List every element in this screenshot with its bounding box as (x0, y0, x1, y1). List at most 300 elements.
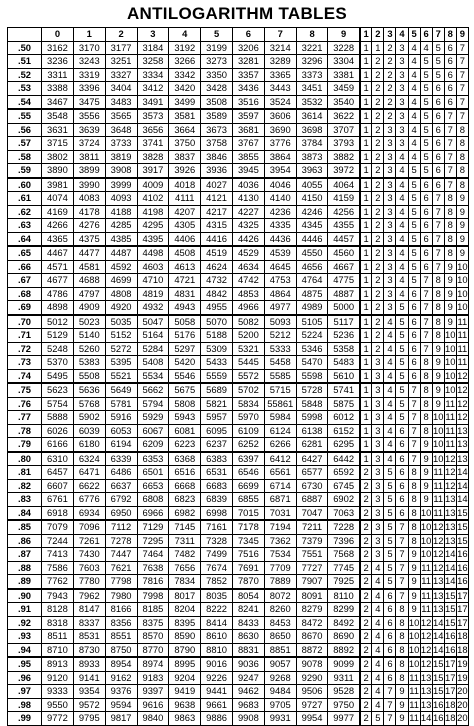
mean-difference: 2 (360, 493, 372, 507)
mean-difference: 10 (445, 356, 456, 367)
mean-difference: 4 (384, 315, 396, 329)
mean-difference: 1 (360, 315, 372, 329)
antilog-value: 3334 (137, 68, 169, 82)
mean-difference: 16 (445, 630, 456, 641)
antilog-value: 5152 (105, 329, 137, 343)
mean-difference: 11 (433, 466, 444, 477)
mean-difference: 7 (432, 219, 444, 233)
antilog-value: 4188 (105, 205, 137, 219)
mean-difference: 5 (408, 205, 420, 219)
mean-difference: 4 (384, 369, 396, 383)
mean-difference: 3 (384, 164, 396, 178)
antilog-value: 4699 (105, 274, 137, 288)
antilog-value: 7780 (73, 575, 105, 589)
header-main-col: 5 (201, 28, 233, 42)
antilog-value: 3467 (42, 95, 74, 109)
row-label: .89 (8, 575, 42, 589)
mean-difference: 4 (372, 698, 384, 712)
antilog-value: 3741 (137, 137, 169, 151)
table-row (8, 164, 469, 178)
mean-difference: 11 (457, 342, 468, 354)
antilog-value: 9661 (201, 698, 233, 712)
antilog-value: 8072 (264, 589, 296, 603)
antilog-value: 8590 (169, 630, 201, 644)
antilog-value: 5200 (232, 329, 264, 343)
mean-difference: 7 (420, 274, 432, 288)
antilog-value: 4305 (169, 219, 201, 233)
antilog-value: 7516 (232, 548, 264, 562)
mean-difference: 3 (372, 411, 384, 425)
antilog-value: 6397 (232, 452, 264, 466)
table-row (8, 698, 469, 712)
mean-difference: 11 (409, 671, 419, 683)
mean-difference: 1 (360, 356, 372, 370)
antilog-value: 8110 (328, 589, 360, 603)
antilog-value: 6653 (137, 479, 169, 493)
antilog-value: 7413 (42, 548, 74, 562)
antilog-value: 3581 (169, 109, 201, 123)
antilog-value: 4966 (232, 301, 264, 315)
antilog-value: 4909 (73, 301, 105, 315)
antilog-value: 8204 (169, 603, 201, 617)
mean-difference: 14 (444, 575, 456, 589)
antilog-value: 4345 (296, 219, 328, 233)
antilog-value: 9506 (296, 685, 328, 699)
antilog-value: 5546 (169, 369, 201, 383)
mean-difference: 11 (421, 561, 431, 573)
table-row (8, 561, 469, 575)
mean-difference: 1 (360, 246, 372, 260)
antilog-value: 3289 (264, 55, 296, 69)
antilog-value: 9162 (105, 671, 137, 685)
mean-difference: 12 (432, 548, 444, 559)
antilog-value: 8185 (137, 603, 169, 617)
mean-difference: 7 (396, 575, 408, 589)
antilog-value: 6839 (201, 493, 233, 507)
antilog-value: 4571 (42, 260, 74, 274)
mean-difference: 1 (360, 287, 372, 301)
antilog-value: 3656 (137, 123, 169, 137)
antilog-value: 7482 (169, 548, 201, 562)
antilog-value: 4111 (169, 192, 201, 206)
mean-difference: 1 (360, 55, 372, 69)
row-label: .50 (8, 41, 42, 55)
antilog-value: 6577 (296, 466, 328, 480)
mean-difference: 4 (384, 329, 396, 343)
antilog-value: 3243 (73, 55, 105, 69)
antilog-value: 9462 (232, 685, 264, 699)
mean-difference: 5 (420, 137, 432, 151)
mean-difference: 9 (444, 274, 456, 288)
antilog-value: 8670 (296, 630, 328, 644)
antilog-value: 4159 (328, 192, 360, 206)
mean-difference: 3 (384, 246, 396, 260)
antilog-value: 6918 (42, 506, 74, 520)
mean-difference: 5 (432, 68, 444, 82)
mean-difference: 9 (408, 561, 420, 575)
antilog-value: 5834 (232, 397, 264, 411)
antilog-value: 4498 (137, 246, 169, 260)
table-row (8, 397, 469, 411)
mean-difference: 12 (420, 630, 432, 641)
mean-difference: 20 (457, 685, 468, 696)
antilog-value: 7674 (201, 561, 233, 575)
antilog-value: 6855 (232, 493, 264, 507)
antilog-value: 4764 (296, 274, 328, 288)
mean-difference: 3 (372, 520, 384, 534)
mean-difference: 15 (457, 521, 468, 532)
antilog-value: 3664 (169, 123, 201, 137)
row-label: .76 (8, 397, 42, 411)
mean-difference: 2 (372, 68, 384, 82)
antilog-value: 5321 (232, 342, 264, 356)
mean-difference: 3 (384, 301, 396, 315)
mean-difference: 11 (432, 506, 444, 520)
antilog-value: 5689 (201, 383, 233, 397)
antilog-value: 6531 (201, 466, 233, 480)
antilog-value: 3698 (296, 123, 328, 137)
table-row (8, 109, 469, 123)
mean-difference: 7 (444, 123, 456, 137)
row-label: .99 (8, 712, 42, 726)
mean-difference: 8 (408, 520, 420, 534)
row-label: .52 (8, 68, 42, 82)
row-label: .74 (8, 369, 42, 383)
antilog-value: 3342 (169, 68, 201, 82)
antilog-value: 4335 (264, 219, 296, 233)
mean-difference: 6 (408, 342, 420, 356)
antilog-value: 6252 (232, 438, 264, 452)
mean-difference: 14 (432, 630, 444, 641)
mean-difference: 2 (360, 561, 372, 575)
mean-difference: 2 (384, 68, 396, 82)
antilog-value: 8147 (73, 603, 105, 617)
antilog-value: 8241 (232, 603, 264, 617)
mean-difference: 7 (444, 150, 456, 164)
table-row (8, 287, 469, 301)
antilog-value: 8492 (328, 616, 360, 630)
table-row (8, 438, 469, 452)
antilog-value: 5794 (137, 397, 169, 411)
mean-difference: 7 (396, 534, 408, 548)
row-label: .70 (8, 315, 42, 329)
antilog-value: 4121 (201, 192, 233, 206)
mean-difference: 5 (396, 383, 408, 397)
row-label: .54 (8, 95, 42, 109)
mean-difference: 4 (372, 575, 384, 589)
mean-difference: 9 (444, 315, 456, 329)
mean-difference: 13 (445, 534, 456, 546)
header-diff-col: 6 (420, 28, 432, 42)
antilog-value: 3236 (42, 55, 74, 69)
mean-difference: 4 (396, 232, 408, 246)
antilog-value: 4416 (201, 232, 233, 246)
antilog-value: 9141 (73, 671, 105, 685)
antilog-value: 9397 (137, 685, 169, 699)
mean-difference: 15 (432, 685, 444, 696)
antilog-value: 8995 (169, 657, 201, 671)
antilog-value: 3524 (264, 95, 296, 109)
antilog-value: 3281 (232, 55, 264, 69)
mean-difference: 14 (445, 561, 456, 573)
antilog-value: 5768 (73, 397, 105, 411)
mean-difference: 2 (384, 82, 396, 96)
mean-difference: 2 (372, 315, 384, 329)
mean-difference: 6 (384, 630, 396, 644)
antilog-value: 9954 (296, 712, 328, 726)
mean-difference: 3 (384, 205, 396, 219)
mean-difference: 8 (420, 383, 432, 397)
mean-difference: 8 (408, 506, 420, 520)
antilog-value: 7244 (42, 534, 74, 548)
mean-difference: 2 (360, 616, 372, 630)
mean-difference: 7 (384, 712, 396, 726)
antilog-value: 5370 (42, 356, 74, 370)
antilog-value: 7980 (105, 589, 137, 603)
antilog-value: 4831 (169, 287, 201, 301)
mean-difference: 12 (457, 411, 468, 422)
row-label: .95 (8, 657, 42, 671)
antilog-value: 3221 (296, 41, 328, 55)
mean-difference: 13 (457, 424, 468, 436)
antilog-value: 3784 (296, 137, 328, 151)
row-label: .66 (8, 260, 42, 274)
table-row (8, 192, 469, 206)
row-label: .84 (8, 506, 42, 520)
mean-difference: 15 (445, 589, 456, 601)
mean-difference: 2 (372, 329, 384, 343)
table-row (8, 383, 469, 397)
antilog-value: 3508 (201, 95, 233, 109)
row-label: .62 (8, 205, 42, 219)
mean-difference: 3 (372, 369, 384, 383)
antilog-value: 4592 (105, 260, 137, 274)
mean-difference: 7 (456, 55, 468, 69)
antilog-value: 4198 (137, 205, 169, 219)
table-row (8, 232, 469, 246)
antilog-value: 7998 (137, 589, 169, 603)
antilog-value: 6012 (328, 411, 360, 425)
antilog-value: 5662 (137, 383, 169, 397)
antilog-value: 4365 (42, 232, 74, 246)
mean-difference: 12 (432, 561, 444, 573)
mean-difference: 8 (396, 603, 408, 617)
antilog-value: 8892 (328, 643, 360, 657)
antilog-value: 3733 (105, 137, 137, 151)
mean-difference: 5 (396, 369, 408, 383)
antilog-value: 9863 (169, 712, 201, 726)
mean-difference: 11 (409, 712, 419, 723)
antilog-value: 3707 (328, 123, 360, 137)
table-row (8, 205, 469, 219)
antilog-value: 4786 (42, 287, 74, 301)
mean-difference: 7 (396, 520, 408, 534)
mean-difference: 4 (396, 205, 408, 219)
mean-difference: 6 (432, 150, 444, 164)
mean-difference: 10 (408, 616, 420, 628)
antilog-value: 4436 (264, 232, 296, 246)
antilog-value: 5358 (328, 342, 360, 356)
mean-difference: 3 (396, 55, 408, 69)
antilog-value: 4819 (137, 287, 169, 301)
table-row (8, 219, 469, 233)
row-label: .57 (8, 137, 42, 151)
mean-difference: 9 (408, 548, 420, 562)
antilog-value: 7638 (137, 561, 169, 575)
mean-difference: 2 (372, 274, 384, 288)
mean-difference: 2 (360, 671, 372, 685)
antilog-value: 8260 (264, 603, 296, 617)
mean-difference: 6 (444, 95, 456, 109)
table-row (8, 479, 469, 493)
antilog-value: 3954 (264, 164, 296, 178)
mean-difference: 8 (408, 534, 420, 548)
table-row (8, 301, 469, 315)
mean-difference: 2 (372, 109, 384, 123)
mean-difference: 2 (372, 219, 384, 233)
antilog-value: 4753 (264, 274, 296, 288)
table-row (8, 534, 469, 548)
antilog-value: 3828 (137, 150, 169, 164)
antilog-value: 4775 (328, 274, 360, 288)
antilog-value: 7295 (137, 534, 169, 548)
antilog-value: 3381 (328, 68, 360, 82)
mean-difference: 4 (408, 41, 420, 55)
mean-difference: 17 (457, 616, 468, 628)
antilog-value: 3873 (296, 150, 328, 164)
antilog-value: 4236 (264, 205, 296, 219)
antilog-value: 6138 (296, 424, 328, 438)
antilog-value: 5212 (264, 329, 296, 343)
antilog-value: 8690 (328, 630, 360, 644)
antilog-value: 5117 (328, 315, 360, 329)
antilog-value: 5012 (42, 315, 74, 329)
antilog-value: 3681 (232, 123, 264, 137)
mean-difference: 6 (396, 424, 408, 438)
mean-difference: 4 (396, 287, 408, 301)
antilog-value: 7621 (105, 561, 137, 575)
row-label: .80 (8, 452, 42, 466)
antilog-value: 6776 (73, 493, 105, 507)
mean-difference: 2 (360, 630, 372, 644)
antilog-value: 5741 (328, 383, 360, 397)
antilog-value: 8872 (296, 643, 328, 657)
antilog-value: 4355 (328, 219, 360, 233)
antilog-value: 5483 (328, 356, 360, 370)
mean-difference: 4 (408, 123, 420, 137)
mean-difference: 4 (384, 342, 396, 356)
mean-difference: 8 (432, 274, 444, 288)
antilog-value: 3206 (232, 41, 264, 55)
antilog-value: 7194 (264, 520, 296, 534)
mean-difference: 11 (445, 424, 456, 436)
antilog-value: 6668 (169, 479, 201, 493)
mean-difference: 3 (372, 506, 384, 520)
row-label: .67 (8, 274, 42, 288)
mean-difference: 6 (384, 589, 396, 603)
antilog-value: 3228 (328, 41, 360, 55)
mean-difference: 7 (444, 109, 456, 123)
mean-difference: 10 (444, 369, 456, 383)
table-row (8, 356, 469, 370)
mean-difference: 9 (396, 712, 408, 726)
antilog-value: 5082 (232, 315, 264, 329)
mean-difference: 5 (408, 246, 420, 260)
mean-difference: 4 (408, 95, 420, 109)
antilog-value: 3648 (105, 123, 137, 137)
mean-difference: 10 (432, 452, 444, 464)
row-label: .94 (8, 643, 42, 657)
mean-difference: 1 (360, 438, 372, 452)
antilog-value: 4677 (42, 274, 74, 288)
antilog-value: 4667 (328, 260, 360, 274)
mean-difference: 15 (445, 603, 456, 614)
mean-difference: 2 (372, 260, 384, 274)
mean-difference: 1 (360, 164, 372, 178)
antilog-value: 4385 (105, 232, 137, 246)
mean-difference: 3 (372, 466, 384, 480)
mean-difference: 3 (384, 274, 396, 288)
antilog-value: 6902 (328, 493, 360, 507)
antilog-value: 4055 (296, 178, 328, 192)
mean-difference: 11 (409, 685, 419, 696)
antilog-value: 5929 (137, 411, 169, 425)
antilog-value: 3981 (42, 178, 74, 192)
antilog-value: 4875 (296, 287, 328, 301)
antilog-value: 5445 (232, 356, 264, 370)
antilog-value: 7656 (169, 561, 201, 575)
antilog-value: 8610 (201, 630, 233, 644)
antilog-value: 3266 (169, 55, 201, 69)
mean-difference: 5 (420, 123, 432, 137)
mean-difference: 2 (372, 192, 384, 206)
antilog-value: 3412 (137, 82, 169, 96)
row-label: .60 (8, 178, 42, 192)
mean-difference: 4 (384, 356, 396, 370)
mean-difference: 3 (396, 68, 408, 82)
antilog-value: 8453 (264, 616, 296, 630)
antilog-value: 9638 (169, 698, 201, 712)
row-label: .79 (8, 438, 42, 452)
mean-difference: 17 (445, 671, 456, 683)
antilog-value: 3214 (264, 41, 296, 55)
antilog-value: 6026 (42, 424, 74, 438)
antilog-value: 5675 (169, 383, 201, 397)
mean-difference: 8 (396, 630, 408, 644)
mean-difference: 3 (372, 424, 384, 438)
row-label: .53 (8, 82, 42, 96)
antilog-value: 7047 (296, 506, 328, 520)
mean-difference: 10 (432, 438, 444, 452)
antilog-value: 4246 (296, 205, 328, 219)
antilog-value: 8710 (42, 643, 74, 657)
antilog-value: 7145 (169, 520, 201, 534)
mean-difference: 5 (420, 109, 432, 123)
antilog-value: 4266 (42, 219, 74, 233)
mean-difference: 2 (372, 123, 384, 137)
mean-difference: 15 (432, 671, 444, 683)
antilog-value: 5333 (264, 342, 296, 356)
antilog-value: 3436 (232, 82, 264, 96)
antilog-value: 5023 (73, 315, 105, 329)
antilog-value: 4295 (137, 219, 169, 233)
mean-difference: 6 (396, 506, 408, 520)
mean-difference: 2 (360, 534, 372, 548)
antilog-value: 8570 (137, 630, 169, 644)
antilog-value: 3357 (232, 68, 264, 82)
antilog-value: 3483 (105, 95, 137, 109)
mean-difference: 6 (408, 301, 420, 315)
